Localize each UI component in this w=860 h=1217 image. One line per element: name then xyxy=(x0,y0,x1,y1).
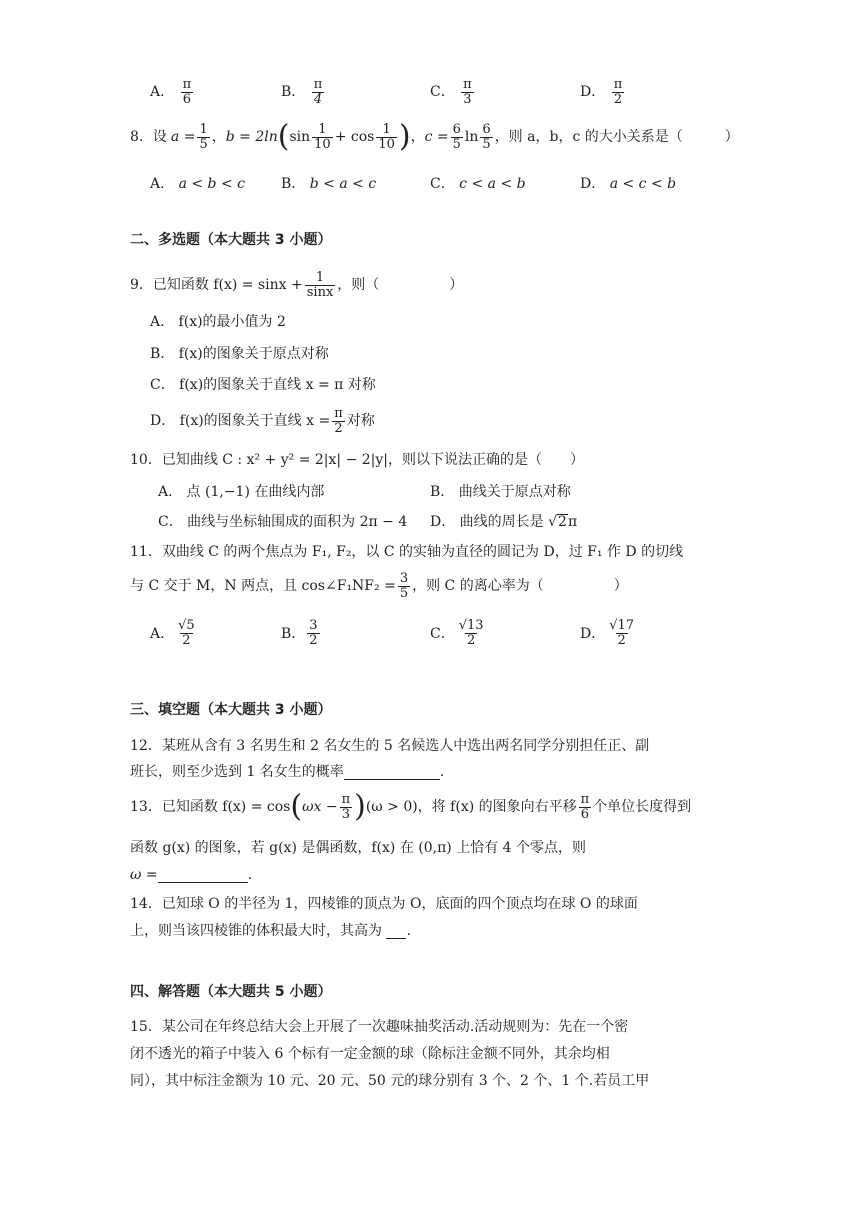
option-label: A． xyxy=(150,84,175,101)
q7-option-d xyxy=(580,78,626,106)
q11-option-c xyxy=(430,619,488,647)
fraction xyxy=(607,619,636,647)
denominator: 2 xyxy=(617,632,626,648)
answer-blank[interactable] xyxy=(344,765,440,780)
numerator: π xyxy=(613,77,623,92)
section-title-solutions: 四、解答题（本大题共 5 小题） xyxy=(130,984,332,1000)
numerator: √17 xyxy=(609,618,635,633)
numerator: 1 xyxy=(382,121,391,137)
q12-line1: 12．某班从含有 3 名男生和 2 名女生的 5 名候选人中选出两名同学分别担任正、副 xyxy=(130,738,650,754)
fraction xyxy=(312,78,325,106)
answer-blank[interactable] xyxy=(158,868,248,883)
numerator: 1 xyxy=(199,121,208,137)
q8-option-b xyxy=(281,173,376,193)
q10-option-a: A． 点 (1,−1) 在曲线内部 xyxy=(158,484,325,500)
numerator: 6 xyxy=(482,121,491,137)
q11-option-d xyxy=(580,619,638,647)
denominator: 5 xyxy=(399,585,409,601)
numerator: 3 xyxy=(399,571,409,586)
question-tail: ，则 C 的离心率为（ ） xyxy=(412,578,628,595)
fraction xyxy=(612,78,625,106)
denominator: sinx xyxy=(306,284,334,300)
fraction xyxy=(312,123,333,151)
question-end: . xyxy=(439,764,445,780)
fraction xyxy=(451,123,463,151)
paren-open: ( xyxy=(277,119,290,154)
q10-stem: 10．已知曲线 C : x² + y² = 2|x| − 2|y|，则以下说法正确的是（ ） xyxy=(130,452,585,468)
q13-line1 xyxy=(130,789,692,824)
section-title-fill-in: 三、填空题（本大题共 3 小题） xyxy=(130,702,332,718)
question-tail: ，则 a，b，c 的大小关系是（ ） xyxy=(494,129,739,145)
option-label: A． xyxy=(150,176,175,192)
q9-option-b: B． f(x)的图象关于原点对称 xyxy=(150,346,329,362)
numerator: π xyxy=(580,791,590,807)
separator: ， xyxy=(410,129,425,145)
paren-close: ) xyxy=(354,789,366,824)
fraction xyxy=(176,619,197,647)
q14-line2 xyxy=(130,924,411,939)
fraction xyxy=(457,619,486,647)
fraction xyxy=(332,407,345,435)
numerator: π xyxy=(334,406,343,421)
q10-option-b: B． 曲线关于原点对称 xyxy=(430,484,571,500)
denominator: 2 xyxy=(309,632,318,648)
option-label: A． xyxy=(150,626,175,643)
q13-line2: 函数 g(x) 的图象，若 g(x) 是偶函数，f(x) 在 (0,π) 上恰有 4 个零点，则 xyxy=(130,840,587,856)
denominator: 6 xyxy=(580,806,590,822)
omega-label: ω = xyxy=(130,867,158,883)
option-label: D． xyxy=(580,176,606,192)
q11-line2 xyxy=(130,572,628,600)
option-expr: a < b < c xyxy=(178,176,245,192)
q11-line1: 11．双曲线 C 的两个焦点为 F₁, F₂，以 C 的实轴为直径的圆记为 D，过 F₁ 作 D 的切线 xyxy=(130,544,684,560)
option-text: D． 曲线的周长是 xyxy=(430,514,549,530)
fraction xyxy=(461,78,474,106)
option-label: C． xyxy=(430,176,455,192)
option-expr: c < a < b xyxy=(459,176,526,192)
q9-option-a: A． f(x)的最小值为 2 xyxy=(150,314,286,330)
q11-option-b xyxy=(281,619,322,647)
separator: ， xyxy=(211,129,226,145)
expr: ωx − xyxy=(302,799,338,815)
question-text: 上，则当该四棱锥的体积最大时，其高为 xyxy=(130,923,387,939)
fraction xyxy=(340,793,353,821)
denominator: 4 xyxy=(313,91,323,107)
fraction xyxy=(305,271,336,299)
q15-line1: 15．某公司在年终总结大会上开展了一次趣味抽奖活动.活动规则为：先在一个密 xyxy=(130,1019,629,1035)
fraction xyxy=(398,572,410,600)
q7-option-c xyxy=(430,78,476,106)
expr-c: c = xyxy=(424,129,449,145)
fraction xyxy=(376,123,397,151)
q15-line3: 同），其中标注金额为 10 元、20 元、50 元的球分别有 3 个、2 个、1 个.若员工甲 xyxy=(130,1073,650,1089)
q9-option-d xyxy=(150,407,375,435)
denominator: 10 xyxy=(314,136,331,152)
option-expr: a < c < b xyxy=(609,176,677,192)
fraction xyxy=(197,123,209,151)
q15-line2: 闭不透光的箱子中装入 6 个标有一定金额的球（除标注金额不同外，其余均相 xyxy=(130,1046,610,1062)
option-label: B． xyxy=(281,626,306,643)
option-expr: b < a < c xyxy=(309,176,377,192)
denominator: 3 xyxy=(463,91,472,107)
answer-blank[interactable] xyxy=(386,924,406,939)
section-title-multiple-choice: 二、多选题（本大题共 3 小题） xyxy=(130,232,332,248)
q12-line2 xyxy=(130,765,444,780)
q7-option-b xyxy=(281,78,326,106)
question-text: 9．已知函数 f(x) = sinx + xyxy=(130,277,303,294)
question-text: 班长，则至少选到 1 名女生的概率 xyxy=(130,764,344,780)
numerator: 6 xyxy=(452,121,461,137)
question-text: 个单位长度得到 xyxy=(593,799,692,815)
expr-ln: ln xyxy=(464,129,479,145)
option-tail: π xyxy=(567,514,578,530)
q8-option-a xyxy=(150,173,245,193)
sqrt-sign: √ xyxy=(548,514,558,530)
fraction xyxy=(480,123,492,151)
denominator: 5 xyxy=(199,136,208,152)
q7-option-a xyxy=(150,78,195,106)
fraction xyxy=(307,619,319,647)
q10-option-d xyxy=(430,514,577,529)
fraction xyxy=(579,793,592,821)
question-tail: ，则（ ） xyxy=(337,277,464,294)
expr-b: b = 2ln xyxy=(225,129,278,145)
question-text: 13．已知函数 f(x) = cos xyxy=(130,799,291,815)
expr-sin: sin xyxy=(289,129,311,145)
denominator: 10 xyxy=(378,136,395,152)
denominator: 6 xyxy=(182,91,191,107)
numerator: 3 xyxy=(309,618,318,633)
q13-line3 xyxy=(130,868,252,883)
question-text: 与 C 交于 M，N 两点，且 cos∠F₁NF₂ = xyxy=(130,578,396,595)
question-end: . xyxy=(406,923,411,939)
expr-cos: + cos xyxy=(334,129,375,145)
denominator: 2 xyxy=(466,632,476,648)
expr-a: a = xyxy=(170,129,196,145)
option-label: D． xyxy=(580,84,606,101)
numerator: π xyxy=(341,791,351,807)
denominator: 2 xyxy=(613,91,623,107)
option-tail: 对称 xyxy=(346,413,375,430)
option-label: C． xyxy=(430,84,455,101)
option-label: D． xyxy=(580,626,606,643)
denominator: 2 xyxy=(182,632,191,648)
numerator: √13 xyxy=(458,618,484,633)
numerator: 1 xyxy=(318,121,327,137)
question-number: 8．设 xyxy=(130,129,167,145)
denominator: 5 xyxy=(452,136,461,152)
numerator: π xyxy=(463,77,472,92)
q11-option-a xyxy=(150,619,199,647)
numerator: 1 xyxy=(315,270,325,285)
numerator: √5 xyxy=(178,618,195,633)
option-text: D． f(x)的图象关于直线 x = xyxy=(150,413,331,430)
q10-option-c: C． 曲线与坐标轴围成的面积为 2π − 4 xyxy=(158,514,408,530)
option-label: B． xyxy=(281,176,306,192)
denominator: 3 xyxy=(341,806,350,822)
q9-option-c: C． f(x)的图象关于直线 x = π 对称 xyxy=(150,377,376,393)
numerator: π xyxy=(313,77,323,92)
q8-stem xyxy=(130,119,739,154)
numerator: π xyxy=(182,77,192,92)
q14-line1: 14．已知球 O 的半径为 1，四棱锥的顶点为 O，底面的四个顶点均在球 O 的球面 xyxy=(130,896,638,912)
q8-option-d xyxy=(580,173,676,193)
fraction xyxy=(181,78,194,106)
paren-close: ) xyxy=(398,119,411,154)
q9-stem xyxy=(130,271,463,299)
paren-open: ( xyxy=(290,789,303,824)
question-text: (ω > 0)，将 f(x) 的图象向右平移 xyxy=(365,799,577,815)
option-label: C． xyxy=(430,626,455,643)
denominator: 2 xyxy=(334,420,343,436)
q8-option-c xyxy=(430,173,526,193)
denominator: 5 xyxy=(482,136,491,152)
question-end: . xyxy=(247,867,253,883)
sqrt-radicand: 2 xyxy=(558,514,567,530)
option-label: B． xyxy=(281,84,306,101)
